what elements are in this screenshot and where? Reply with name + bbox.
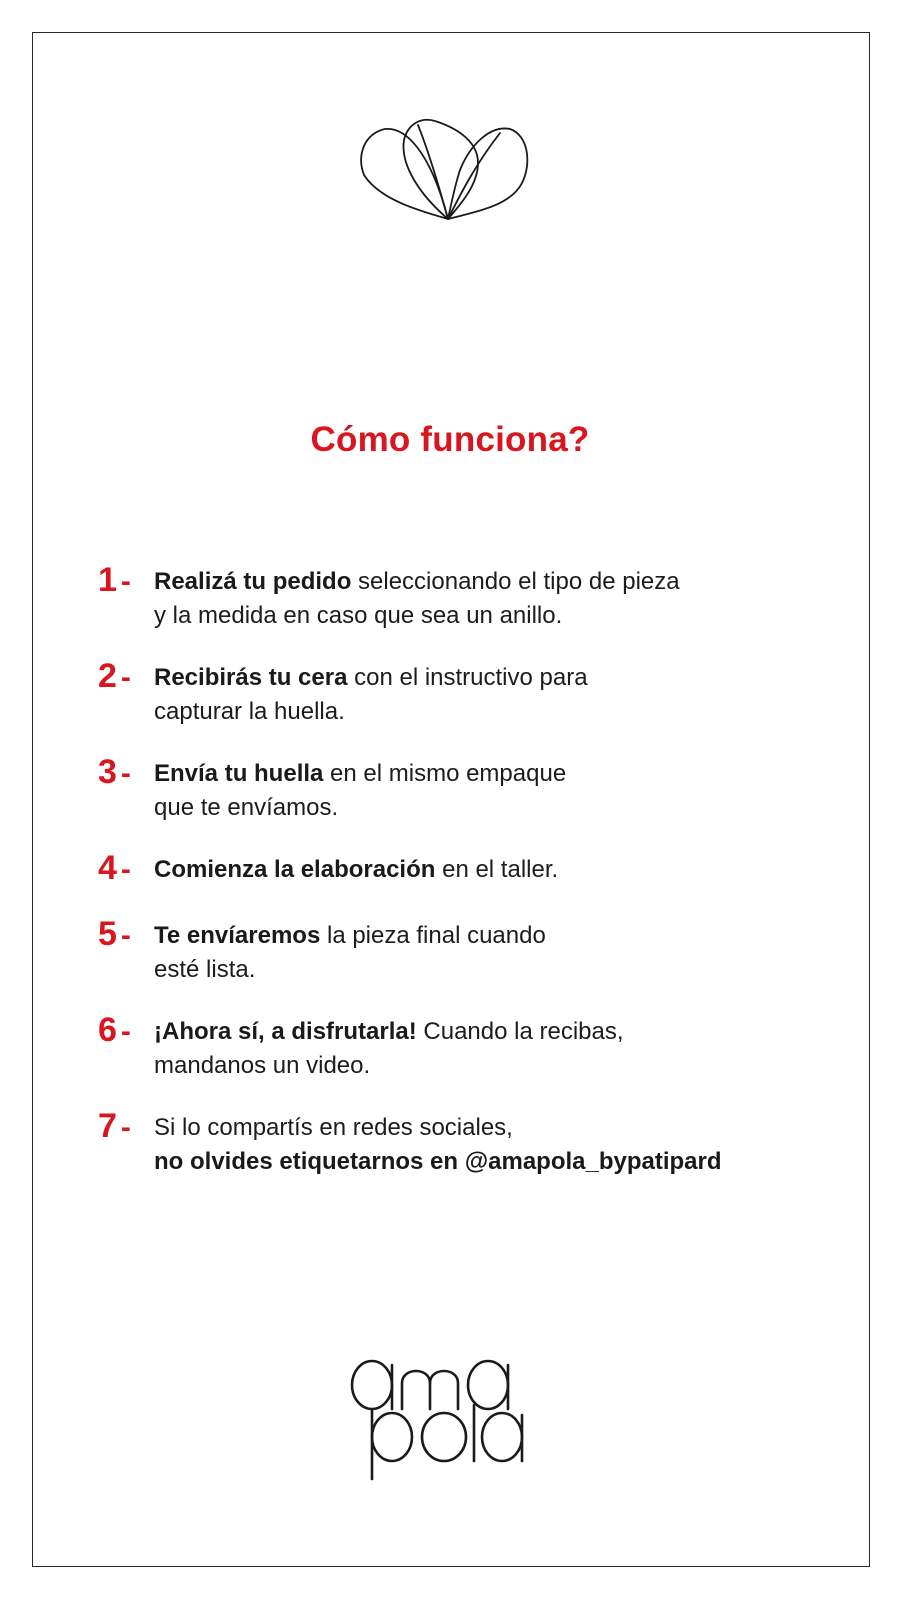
step-bold-text: ¡Ahora sí, a disfrutarla!	[154, 1018, 417, 1045]
step-text	[154, 1015, 854, 1083]
step-bold-text: Recibirás tu cera	[154, 664, 348, 691]
step-bold-text: Envía tu huella	[154, 760, 324, 787]
step-second-line: que te envíamos.	[154, 794, 339, 821]
page-title: Cómo funciona?	[310, 420, 590, 459]
step-number: 2 -	[98, 657, 131, 695]
step-rest-text: en el taller.	[435, 856, 559, 883]
step-rest-text: con el instructivo para	[347, 664, 588, 691]
amapola-logo	[350, 1355, 540, 1485]
step-rest-text: la pieza final cuando	[320, 922, 546, 949]
step-second-line: capturar la huella.	[154, 698, 345, 725]
step-text	[154, 757, 854, 825]
step-number: 6 -	[98, 1011, 131, 1049]
step-second-line: y la medida en caso que sea un anillo.	[154, 602, 563, 629]
step-rest-text: en el mismo empaque	[323, 760, 567, 787]
step-number: 1 -	[98, 561, 131, 599]
step-text	[154, 1111, 854, 1179]
instagram-handle-text: no olvides etiquetarnos en @amapola_bypatipard	[154, 1148, 722, 1175]
step-text	[154, 661, 854, 729]
step-number: 5 -	[98, 915, 131, 953]
step-second-line: mandanos un video.	[154, 1052, 371, 1079]
step-text	[154, 565, 854, 633]
step-plain-text: Si lo compartís en redes sociales,	[154, 1114, 513, 1141]
poppy-flower-outline-icon	[360, 115, 540, 225]
step-number: 4 -	[98, 849, 131, 887]
step-text	[154, 853, 854, 887]
step-number: 7 -	[98, 1107, 131, 1145]
step-bold-text: Te envíaremos	[154, 922, 321, 949]
step-bold-text: Realizá tu pedido	[154, 568, 352, 595]
step-second-line: esté lista.	[154, 956, 256, 983]
step-text	[154, 919, 854, 987]
step-rest-text: Cuando la recibas,	[416, 1018, 624, 1045]
step-number: 3 -	[98, 753, 131, 791]
step-bold-text: Comienza la elaboración	[154, 856, 436, 883]
step-rest-text: seleccionando el tipo de pieza	[351, 568, 680, 595]
